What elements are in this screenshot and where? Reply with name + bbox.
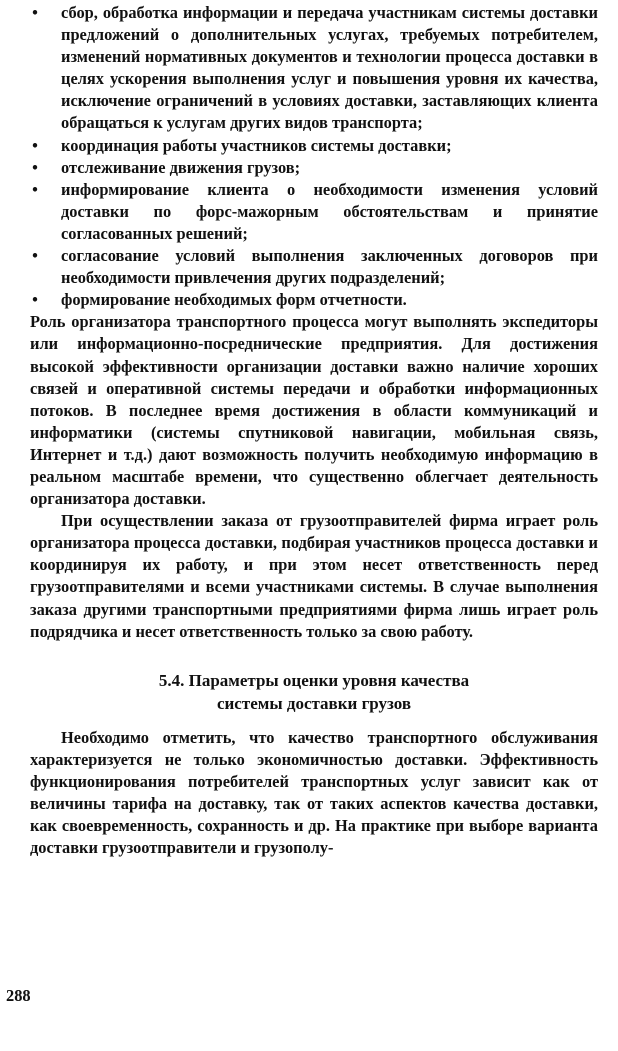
bullet-icon: • [32,135,38,155]
section-heading [30,669,598,715]
list-item [30,135,598,157]
list-item-text: согласование условий выполнения заключенных договоров при необходимости привлечения других подразделений; [61,246,598,288]
paragraph-quality: Необходимо отметить, что качество транспортного обслуживания характеризуется не только экономичностью доставки. Эффективность функционирования потребителей транспортных услуг зависит как от величины тарифа на доставку, так от таких аспектов качества доставки, как своевременность, сохранность и др. На практике при выборе варианта доставки грузоотправители и грузополу- [30,727,598,858]
bullet-icon: • [32,179,38,199]
list-item [30,157,598,179]
document-page [30,2,598,859]
list-item [30,179,598,245]
paragraph-organizer-role: Роль организатора транспортного процесса могут выполнять экспедиторы или информационно-посреднические предприятия. Для достижения высокой эффективности организации доставки важно наличие хороших связей и оперативной системы передачи и обработки информационных потоков. В последнее время достижения в области коммуникаций и информатики (системы спутниковой навигации, мобильная связь, Интернет и т.д.) дают возможность получить необходимую информацию в реальном масштабе времени, что существенно облегчает деятельность организатора доставки. [30,312,598,509]
list-item-text: информирование клиента о необходимости изменения условий доставки по форс-мажорным обстоятельствам и принятие согласованных решений; [61,179,598,243]
list-item-text: координация работы участников системы доставки; [61,135,452,155]
section-heading-line-1: 5.4. Параметры оценки уровня качества [158,670,470,690]
bullet-icon: • [32,3,38,22]
section-heading-line-2: системы доставки грузов [216,693,412,713]
function-list [30,2,598,311]
list-item-text: отслеживание движения грузов; [61,157,301,177]
list-item [30,289,598,311]
list-item [30,245,598,289]
list-item-text: формирование необходимых форм отчетности. [61,290,407,310]
bullet-icon: • [32,246,38,266]
bullet-icon: • [32,157,38,177]
page-number: 288 [6,986,31,1005]
list-item-text: сбор, обработка информации и передача участникам системы доставки предложений о дополнительных услугах, требуемых потребителем, изменений нормативных документов и технологии процесса доставки в целях ускорения выполнения услуг и повышения уровня их качества, исключение ограничений в условиях доставки, заставляющих клиента обращаться к услугам других видов транспорта; [61,3,598,133]
paragraph-order-execution: При осуществлении заказа от грузоотправителей фирма играет роль организатора процесса доставки, подбирая участников процесса доставки и координируя их работу, и при этом несет ответственность перед грузоотправителями и всеми участниками системы. В случае выполнения заказа другими транспортными предприятиями фирма лишь играет роль подрядчика и несет ответственность только за свою работу. [30,511,598,641]
list-item [30,2,598,135]
bullet-icon: • [32,290,38,310]
